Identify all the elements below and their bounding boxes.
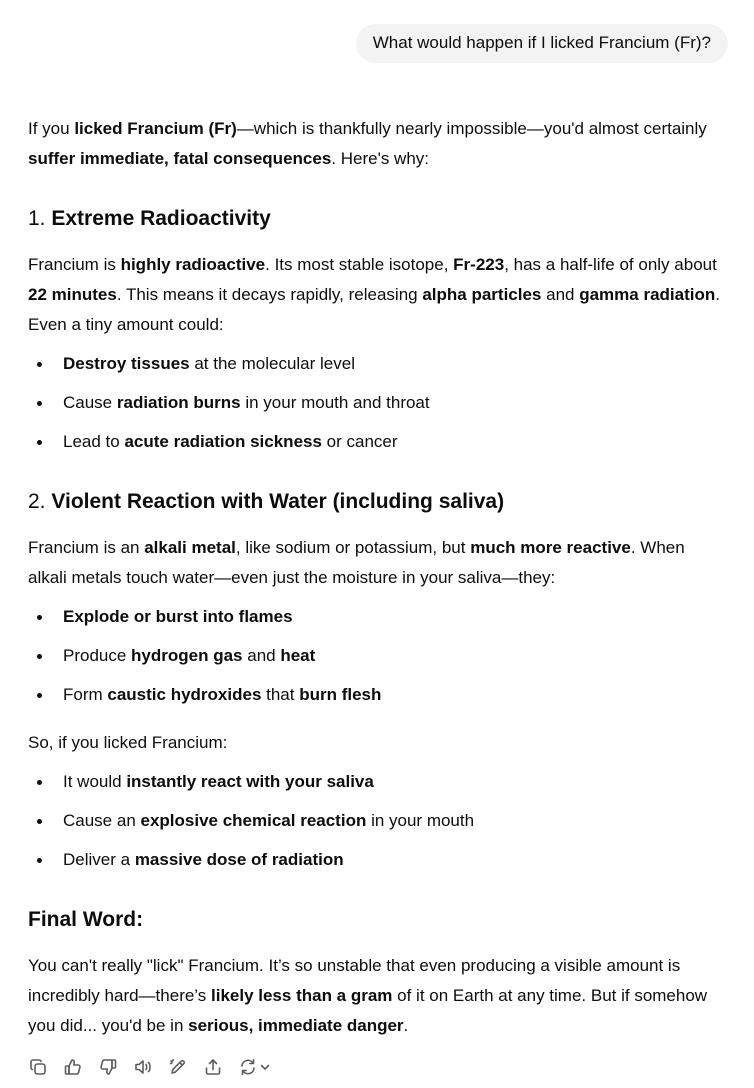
edit-in-canvas-button[interactable] xyxy=(168,1054,203,1080)
section1-text: and xyxy=(541,285,580,304)
intro-bold: licked Francium (Fr) xyxy=(74,119,237,138)
section2-paragraph xyxy=(28,533,728,593)
item-text: or cancer xyxy=(321,432,398,451)
message-action-toolbar xyxy=(28,1054,280,1080)
section1-heading xyxy=(28,204,728,234)
item-text: Lead to xyxy=(63,432,125,451)
item-text: Produce xyxy=(63,646,132,665)
section1-text: . Its most stable isotope, xyxy=(265,255,454,274)
section2-text: , like sodium or potassium, but xyxy=(235,538,471,557)
section2-heading xyxy=(28,487,728,517)
item-bold: Destroy tissues xyxy=(63,354,190,373)
item-text: and xyxy=(242,646,281,665)
so-line: So, if you licked Francium: xyxy=(28,733,228,752)
share-button[interactable] xyxy=(203,1054,238,1080)
share-icon xyxy=(203,1057,223,1077)
section2-bold: alkali metal xyxy=(144,538,236,557)
item-bold: hydrogen gas xyxy=(131,646,243,665)
section1-title: Extreme Radioactivity xyxy=(51,207,271,230)
list-item xyxy=(28,349,728,379)
edit-icon xyxy=(168,1057,188,1077)
item-text: in your mouth and throat xyxy=(240,393,430,412)
item-bold: acute radiation sickness xyxy=(124,432,322,451)
final-text: You can't really "lick" Francium. It’s so unstable that even producing a visible amount is incredibly hard—there’s xyxy=(28,956,681,1005)
section1-text: Francium is xyxy=(28,255,121,274)
item-bold: instantly react with your saliva xyxy=(126,772,374,791)
read-aloud-button[interactable] xyxy=(133,1054,168,1080)
item-text: that xyxy=(261,685,300,704)
list-item xyxy=(28,388,728,418)
list-item xyxy=(28,641,728,671)
chevron-down-icon xyxy=(259,1061,271,1073)
so-list xyxy=(28,767,728,875)
final-heading: Final Word: xyxy=(28,908,144,931)
item-bold: massive dose of radiation xyxy=(134,850,344,869)
section1-bold: highly radioactive xyxy=(120,255,266,274)
intro-text: . Here's why: xyxy=(331,149,429,168)
final-bold: serious, immediate danger xyxy=(188,1016,404,1035)
regenerate-button[interactable] xyxy=(238,1054,280,1080)
section1-paragraph xyxy=(28,250,728,340)
section1-bold: 22 minutes xyxy=(28,285,117,304)
section2-text: Francium is an xyxy=(28,538,145,557)
read-aloud-icon xyxy=(133,1057,153,1077)
good-response-button[interactable] xyxy=(63,1054,98,1080)
item-text: Form xyxy=(63,685,108,704)
list-item xyxy=(28,602,728,632)
user-message-row xyxy=(356,24,728,63)
intro-text: —which is thankfully nearly impossible—you'd almost certainly xyxy=(236,119,707,138)
item-text: Deliver a xyxy=(63,850,135,869)
list-item xyxy=(28,845,728,875)
item-bold: explosive chemical reaction xyxy=(140,811,367,830)
item-text: It would xyxy=(63,772,127,791)
copy-button[interactable] xyxy=(28,1054,63,1080)
assistant-answer xyxy=(28,114,728,1041)
copy-icon xyxy=(28,1057,48,1077)
final-text: . xyxy=(403,1016,409,1035)
item-text: Cause an xyxy=(63,811,141,830)
section1-bold: Fr-223 xyxy=(453,255,505,274)
list-item xyxy=(28,427,728,457)
item-bold: radiation burns xyxy=(116,393,241,412)
final-bold: likely less than a gram xyxy=(211,986,393,1005)
section2-list xyxy=(28,602,728,710)
section2-number: 2. xyxy=(28,490,52,513)
item-bold: Explode or burst into flames xyxy=(63,607,293,626)
final-text: of it on Earth at any time. But if somehow you did... you'd be in xyxy=(28,986,708,1035)
item-text: Cause xyxy=(63,393,117,412)
section1-number: 1. xyxy=(28,207,52,230)
intro-paragraph xyxy=(28,114,728,174)
list-item xyxy=(28,767,728,797)
regenerate-icon xyxy=(238,1057,258,1077)
intro-bold: suffer immediate, fatal consequences xyxy=(28,149,332,168)
item-bold: burn flesh xyxy=(299,685,382,704)
item-bold: heat xyxy=(280,646,316,665)
thumbs-down-icon xyxy=(98,1057,118,1077)
user-message-bubble: What would happen if I licked Francium (Fr)? xyxy=(356,24,728,63)
section1-bold: alpha particles xyxy=(422,285,542,304)
section1-list xyxy=(28,349,728,457)
section1-text: . This means it decays rapidly, releasing xyxy=(116,285,423,304)
section2-bold: much more reactive xyxy=(470,538,631,557)
thumbs-up-icon xyxy=(63,1057,83,1077)
section1-text: . Even a tiny amount could: xyxy=(28,285,720,334)
final-paragraph xyxy=(28,951,728,1041)
bad-response-button[interactable] xyxy=(98,1054,133,1080)
section1-bold: gamma radiation xyxy=(579,285,716,304)
section1-text: , has a half-life of only about xyxy=(504,255,717,274)
item-bold: caustic hydroxides xyxy=(107,685,262,704)
intro-text: If you xyxy=(28,119,75,138)
item-text: in your mouth xyxy=(366,811,475,830)
item-text: at the molecular level xyxy=(189,354,355,373)
section2-title: Violent Reaction with Water (including saliva) xyxy=(51,490,505,513)
list-item xyxy=(28,806,728,836)
list-item xyxy=(28,680,728,710)
section2-text: . When alkali metals touch water—even just the moisture in your saliva—they: xyxy=(28,538,685,587)
